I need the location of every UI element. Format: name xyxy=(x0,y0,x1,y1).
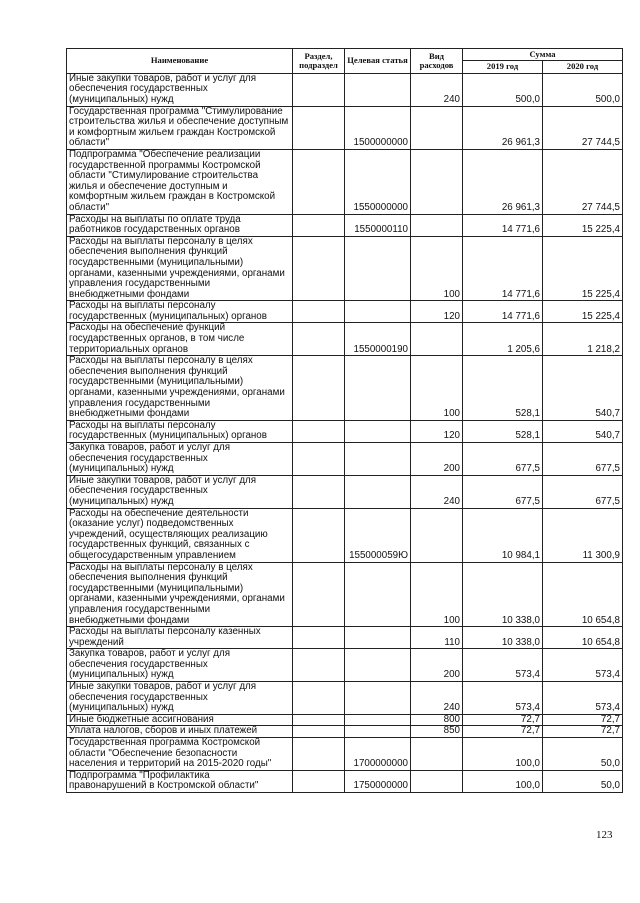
row-target xyxy=(345,73,411,106)
row-kind: 120 xyxy=(411,301,463,323)
row-kind: 240 xyxy=(411,682,463,715)
row-name: Государственная программа Костромской области "Обеспечение безопасности населения и территорий на 2015-2020 годы" xyxy=(67,738,293,771)
row-amount-2020: 10 654,8 xyxy=(543,562,623,627)
row-amount-2019: 500,0 xyxy=(463,73,543,106)
table-row xyxy=(67,649,623,682)
row-amount-2020: 11 300,9 xyxy=(543,508,623,562)
row-kind xyxy=(411,149,463,214)
row-target xyxy=(345,356,411,421)
table-row xyxy=(67,356,623,421)
row-section xyxy=(293,649,345,682)
row-amount-2019: 100,0 xyxy=(463,738,543,771)
row-amount-2020: 540,7 xyxy=(543,356,623,421)
table-row xyxy=(67,323,623,356)
row-amount-2019: 26 961,3 xyxy=(463,149,543,214)
row-name: Подпрограмма "Обеспечение реализации государственной программы Костромской области "Стимулирование строительства жилья и обеспечение доступным и комфортным жильем граждан в Костромской области" xyxy=(67,149,293,214)
row-amount-2019: 100,0 xyxy=(463,770,543,792)
row-kind: 120 xyxy=(411,420,463,442)
row-name: Закупка товаров, работ и услуг для обеспечения государственных (муниципальных) нужд xyxy=(67,443,293,476)
row-target: 155000059Ю xyxy=(345,508,411,562)
row-section xyxy=(293,562,345,627)
row-amount-2019: 573,4 xyxy=(463,682,543,715)
row-kind xyxy=(411,770,463,792)
row-kind xyxy=(411,214,463,236)
row-amount-2020: 573,4 xyxy=(543,682,623,715)
row-amount-2019: 72,7 xyxy=(463,726,543,738)
row-target xyxy=(345,420,411,442)
row-section xyxy=(293,714,345,726)
row-target xyxy=(345,627,411,649)
row-name: Расходы на обеспечение функций государственных органов, в том числе территориальных органов xyxy=(67,323,293,356)
row-amount-2020: 72,7 xyxy=(543,714,623,726)
table-row xyxy=(67,443,623,476)
table-row xyxy=(67,770,623,792)
row-section xyxy=(293,508,345,562)
table-row xyxy=(67,627,623,649)
row-kind: 110 xyxy=(411,627,463,649)
row-kind xyxy=(411,508,463,562)
row-amount-2019: 10 338,0 xyxy=(463,562,543,627)
row-target xyxy=(345,301,411,323)
row-section xyxy=(293,73,345,106)
row-kind xyxy=(411,323,463,356)
row-target xyxy=(345,236,411,301)
row-name: Государственная программа "Стимулирование строительства жилья и обеспечение доступным и комфортным жильем граждан Костромской области" xyxy=(67,106,293,149)
row-target xyxy=(345,726,411,738)
header-kind: Вид расходов xyxy=(411,49,463,74)
row-target xyxy=(345,682,411,715)
row-name: Расходы на выплаты персоналу в целях обеспечения выполнения функций государственными (муниципальными) органами, казенными учреждениями, органами управления государственными внебюджетными фондами xyxy=(67,356,293,421)
row-section xyxy=(293,149,345,214)
row-amount-2019: 10 338,0 xyxy=(463,627,543,649)
header-sum: Сумма xyxy=(463,49,623,61)
row-target: 1500000000 xyxy=(345,106,411,149)
row-amount-2020: 27 744,5 xyxy=(543,106,623,149)
header-year-2020: 2020 год xyxy=(543,61,623,73)
table-row xyxy=(67,738,623,771)
row-name: Подпрограмма "Профилактика правонарушений в Костромской области" xyxy=(67,770,293,792)
table-row xyxy=(67,562,623,627)
table-row xyxy=(67,420,623,442)
table-row xyxy=(67,475,623,508)
row-name: Иные закупки товаров, работ и услуг для обеспечения государственных (муниципальных) нужд xyxy=(67,475,293,508)
row-name: Иные закупки товаров, работ и услуг для обеспечения государственных (муниципальных) нужд xyxy=(67,73,293,106)
row-target: 1550000110 xyxy=(345,214,411,236)
row-section xyxy=(293,770,345,792)
row-target: 1550000000 xyxy=(345,149,411,214)
row-amount-2020: 15 225,4 xyxy=(543,301,623,323)
budget-table xyxy=(66,48,623,793)
row-target xyxy=(345,475,411,508)
row-kind: 850 xyxy=(411,726,463,738)
header-section: Раздел, подраздел xyxy=(293,49,345,74)
row-section xyxy=(293,726,345,738)
row-target: 1700000000 xyxy=(345,738,411,771)
row-amount-2020: 15 225,4 xyxy=(543,236,623,301)
table-row xyxy=(67,236,623,301)
row-amount-2019: 14 771,6 xyxy=(463,301,543,323)
row-name: Расходы на выплаты персоналу в целях обеспечения выполнения функций государственными (муниципальными) органами, казенными учреждениями, органами управления государственными внебюджетными фондами xyxy=(67,236,293,301)
header-year-2019: 2019 год xyxy=(463,61,543,73)
row-amount-2020: 500,0 xyxy=(543,73,623,106)
row-target xyxy=(345,714,411,726)
row-kind: 200 xyxy=(411,649,463,682)
row-amount-2019: 10 984,1 xyxy=(463,508,543,562)
row-section xyxy=(293,301,345,323)
row-amount-2020: 573,4 xyxy=(543,649,623,682)
row-section xyxy=(293,443,345,476)
row-amount-2019: 1 205,6 xyxy=(463,323,543,356)
row-amount-2019: 573,4 xyxy=(463,649,543,682)
table-row xyxy=(67,149,623,214)
row-section xyxy=(293,420,345,442)
row-name: Расходы на выплаты персоналу государственных (муниципальных) органов xyxy=(67,420,293,442)
table-row xyxy=(67,726,623,738)
row-section xyxy=(293,323,345,356)
row-amount-2020: 677,5 xyxy=(543,443,623,476)
row-target xyxy=(345,649,411,682)
row-name: Расходы на выплаты персоналу казенных учреждений xyxy=(67,627,293,649)
row-amount-2019: 677,5 xyxy=(463,475,543,508)
row-amount-2020: 540,7 xyxy=(543,420,623,442)
table-row xyxy=(67,214,623,236)
row-amount-2019: 677,5 xyxy=(463,443,543,476)
row-kind: 100 xyxy=(411,356,463,421)
header-target: Целевая статья xyxy=(345,49,411,74)
row-amount-2020: 50,0 xyxy=(543,770,623,792)
row-amount-2019: 528,1 xyxy=(463,420,543,442)
row-name: Иные бюджетные ассигнования xyxy=(67,714,293,726)
header-name: Наименование xyxy=(67,49,293,74)
row-kind: 100 xyxy=(411,236,463,301)
table-row xyxy=(67,106,623,149)
row-kind: 100 xyxy=(411,562,463,627)
row-amount-2020: 27 744,5 xyxy=(543,149,623,214)
table-row xyxy=(67,508,623,562)
row-amount-2020: 677,5 xyxy=(543,475,623,508)
row-name: Закупка товаров, работ и услуг для обеспечения государственных (муниципальных) нужд xyxy=(67,649,293,682)
row-name: Расходы на выплаты персоналу государственных (муниципальных) органов xyxy=(67,301,293,323)
row-target xyxy=(345,443,411,476)
row-section xyxy=(293,682,345,715)
row-name: Иные закупки товаров, работ и услуг для обеспечения государственных (муниципальных) нужд xyxy=(67,682,293,715)
row-section xyxy=(293,356,345,421)
row-amount-2020: 72,7 xyxy=(543,726,623,738)
row-amount-2019: 14 771,6 xyxy=(463,214,543,236)
row-section xyxy=(293,106,345,149)
row-kind xyxy=(411,106,463,149)
row-amount-2020: 50,0 xyxy=(543,738,623,771)
row-section xyxy=(293,236,345,301)
row-amount-2019: 14 771,6 xyxy=(463,236,543,301)
row-amount-2019: 528,1 xyxy=(463,356,543,421)
row-target xyxy=(345,562,411,627)
row-target: 1750000000 xyxy=(345,770,411,792)
table-row xyxy=(67,301,623,323)
row-kind: 240 xyxy=(411,73,463,106)
row-name: Расходы на обеспечение деятельности (оказание услуг) подведомственных учреждений, осуществляющих реализацию государственных функций, связанных с общегосударственным управлением xyxy=(67,508,293,562)
row-kind: 200 xyxy=(411,443,463,476)
row-amount-2019: 26 961,3 xyxy=(463,106,543,149)
page-number: 123 xyxy=(596,829,613,841)
row-kind xyxy=(411,738,463,771)
row-name: Уплата налогов, сборов и иных платежей xyxy=(67,726,293,738)
table-row xyxy=(67,714,623,726)
table-header xyxy=(67,49,623,74)
row-amount-2019: 72,7 xyxy=(463,714,543,726)
table-row xyxy=(67,682,623,715)
row-amount-2020: 15 225,4 xyxy=(543,214,623,236)
row-section xyxy=(293,214,345,236)
row-section xyxy=(293,627,345,649)
row-amount-2020: 1 218,2 xyxy=(543,323,623,356)
row-kind: 240 xyxy=(411,475,463,508)
row-section xyxy=(293,738,345,771)
row-name: Расходы на выплаты персоналу в целях обеспечения выполнения функций государственными (муниципальными) органами, казенными учреждениями, органами управления государственными внебюджетными фондами xyxy=(67,562,293,627)
table-row xyxy=(67,73,623,106)
row-section xyxy=(293,475,345,508)
row-target: 1550000190 xyxy=(345,323,411,356)
row-amount-2020: 10 654,8 xyxy=(543,627,623,649)
row-kind: 800 xyxy=(411,714,463,726)
table-body xyxy=(67,73,623,792)
row-name: Расходы на выплаты по оплате труда работников государственных органов xyxy=(67,214,293,236)
